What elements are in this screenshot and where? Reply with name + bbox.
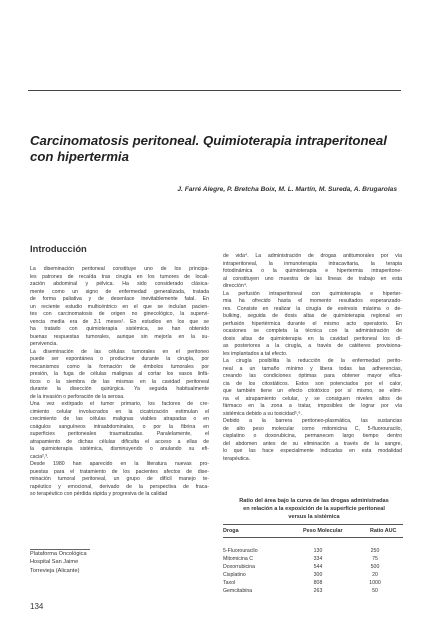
- body-text-line: neal a un tamaño mínimo y libera todas las adherencias,: [223, 365, 402, 372]
- body-text-line: de vida⁴. La administración de drogas antitumorales por vía: [223, 253, 402, 259]
- affiliation-line: Plataforma Oncológica: [30, 551, 87, 557]
- left-column: [30, 266, 209, 499]
- top-rule: [28, 90, 401, 91]
- table-header-drug: Droga: [223, 528, 239, 534]
- table-caption-line: Ratio del área bajo la curva de las drogas administradas: [239, 498, 389, 504]
- table-header-rule: [223, 537, 403, 538]
- table-cell: 130: [313, 548, 323, 554]
- body-text-line: fotodinámica o la quimioterapia e hipertermia intraperitone-: [223, 268, 402, 274]
- body-text-line: cacia²,³.: [30, 453, 49, 460]
- body-text-line: al constituyen uno muestra de las líneas de trabajo en esta: [223, 275, 402, 282]
- table-cell: 263: [313, 588, 323, 594]
- body-text-line: durante la disección quirúrgica. Ya seguida habitualmente: [30, 386, 209, 392]
- body-text-line: fármaco en la zona a tratar, imposibles de lograr por vía: [223, 403, 402, 409]
- table-cell: 250: [370, 548, 380, 554]
- body-text-line: sistémica debido a su toxicidad⁵,⁶.: [223, 410, 302, 417]
- table-cell: Taxol: [223, 580, 236, 586]
- body-text-line: del abdomen antes de su eliminación a través de la sangre,: [223, 440, 402, 447]
- body-text-line: creando las condiciones óptimas para obtener mayor efica-: [223, 373, 402, 379]
- table-top-rule: [223, 524, 403, 525]
- body-text-line: de forma paliativa y de desenlace inevitablemente fatal. En: [30, 296, 209, 302]
- body-text-line: as posteriores a la cirugía, a través de catéteres provisiona-: [223, 343, 402, 349]
- table-cell: 5-Fluorouracilo: [223, 548, 258, 554]
- body-text-line: de alto peso molecular como mitomicina C, 5-fluorouracilo,: [223, 425, 402, 432]
- right-column: [223, 253, 402, 463]
- body-text-line: les patrones de recaída tras cirugía en los tumores de locali-: [30, 273, 209, 280]
- table-cell: 500: [370, 564, 380, 570]
- body-text-line: superficies peritoneales traumatizadas. Paralelamente, el: [30, 431, 209, 437]
- body-text-line: La cirugía posibilita la reducción de la enfermedad perito-: [223, 358, 402, 364]
- body-text-line: atrapamiento de dichas células dificulta el acceso a ellas de: [30, 438, 209, 445]
- page-number: 134: [30, 602, 44, 611]
- body-text-line: les implantados a tal efecto.: [223, 350, 288, 357]
- body-text-line: Debido a la barrera peritoneo-plasmática, las sustancias: [223, 418, 402, 424]
- body-text-line: perfusión hipertérmica durante el mismo acto operatorio. En: [223, 320, 402, 327]
- body-text-line: terapéutica.: [223, 455, 251, 462]
- body-text-line: de la invasión o perforación de la serosa.: [30, 393, 125, 400]
- table-cell: Mitomicina C: [223, 556, 253, 562]
- body-text-line: mia ha ofrecido hasta el momento resultados esperanzado-: [223, 298, 402, 304]
- body-text-line: vencia media era de 3.1 meses¹. En estudios en los que se: [30, 318, 209, 325]
- body-text-line: tes con carcinomatosis de origen no ginecológico, la supervi-: [30, 311, 209, 317]
- table-header-auc-ratio: Ratio AUC: [370, 528, 397, 534]
- body-text-line: Una vez extirpado el tumor primario, los factores de cre-: [30, 401, 209, 407]
- body-text-line: dirección⁴.: [223, 283, 248, 289]
- section-heading: Introducción: [30, 243, 87, 254]
- body-text-line: puestas para el tratamiento de los pacientes afectos de dise-: [30, 468, 209, 475]
- body-text-line: dosis altas de quimioterapia en la cavidad peritoneal los dí-: [223, 335, 402, 342]
- table-cell: Gemcitabina: [223, 588, 253, 594]
- body-text-line: na el atrapamiento celular, y se consiguen niveles altos de: [223, 395, 402, 402]
- title-line: Carcinomatosis peritoneal. Quimioterapia intraperitoneal: [30, 133, 387, 148]
- affiliation-line: Torrevieja (Alicante): [30, 567, 80, 574]
- body-text-line: Desde 1980 han aparecido en la literatura nuevas pro-: [30, 461, 209, 467]
- body-text-line: La diseminación de las células tumorales en el peritoneo: [30, 348, 209, 355]
- table-cell: Cisplatino: [223, 572, 246, 578]
- article-title: [30, 133, 395, 165]
- body-text-line: intraperitoneal, la inmunoterapia intracavitaria, la terapia: [223, 260, 402, 267]
- body-text-line: buenas respuestas tumorales, aunque sin mejoría en la su-: [30, 333, 209, 340]
- table-cell: Doxorrubicina: [223, 564, 256, 570]
- body-text-line: cisplatino o doxorubicina, permanecen largo tiempo dentro: [223, 433, 402, 439]
- table-cell: 75: [372, 556, 378, 562]
- author-list: J. Farré Alegre, P. Bretcha Boix, M. L. Martín, M. Sureda, A. Brugarolas: [177, 186, 397, 193]
- table-cell: 808: [313, 580, 323, 586]
- body-text-line: puede ser espontánea o producirse durante la cirugía, por: [30, 356, 209, 362]
- body-text-line: mecanismos como la formación de émbolos tumorales por: [30, 363, 209, 370]
- body-text-line: rapéutico y emocional, derivado de la perspectiva de fraca-: [30, 483, 209, 490]
- affiliation-line: Hospital San Jaime: [30, 559, 79, 566]
- table-cell: 334: [313, 556, 323, 562]
- body-text-line: res. Consiste en realizar la cirugía de exéresis máxima o de-: [223, 305, 402, 312]
- body-text-line: ticos o la siembra de las mismas en la cavidad peritoneal: [30, 378, 209, 385]
- body-text-line: La diseminación peritoneal constituye uno de los principa-: [30, 266, 209, 272]
- body-text-line: ha tratado con quimioterapia sistémica, se han obtenido: [30, 326, 209, 332]
- body-text-line: pervivencia.: [30, 341, 58, 347]
- body-text-line: que también tiene un efecto citotóxico por sí mismo, se elimi-: [223, 388, 402, 394]
- table-header-molecular-weight: Peso Molecular: [303, 528, 343, 534]
- body-text-line: La perfusión intraperitoneal con quimioterapia e hiperter-: [223, 290, 402, 297]
- table-cell: 544: [313, 564, 323, 570]
- table-cell: 20: [372, 572, 378, 578]
- table-caption-line: en relación a la exposición de la superficie peritoneal: [243, 506, 385, 512]
- body-text-line: crecimiento de las células malignas viables atrapadas o en: [30, 416, 209, 422]
- title-line: con hipertermia: [30, 149, 129, 164]
- body-text-line: cia de los citostáticos. Estos son potenciados por el calor,: [223, 380, 402, 387]
- body-text-line: cimiento celular involucrados en la cicatrización estimulan el: [30, 408, 209, 415]
- table-caption: [225, 497, 403, 521]
- body-text-line: ocasiones se completa la técnica con la administración de: [223, 328, 402, 334]
- table-cell: 1000: [369, 580, 381, 586]
- body-text-line: coágulos sanguíneos intraabdominales, o por la fibrina en: [30, 423, 209, 430]
- body-text-line: zación abdominal y pélvica. Ha sido considerado clásica-: [30, 281, 209, 287]
- table-cell: 50: [372, 588, 378, 594]
- body-text-line: la quimioterapia sistémica, disminuyendo o anulando su efi-: [30, 446, 209, 452]
- body-text-line: un reciente estudio multicéntrico en el que se incluían pacien-: [30, 303, 209, 310]
- body-text-line: mente como un signo de enfermedad generalizada, tratada: [30, 288, 209, 295]
- body-text-line: bulking, seguida de dosis altas de quimioterapia regional en: [223, 313, 402, 319]
- body-text-line: minación tumoral peritoneal, un grupo de difícil manejo te-: [30, 476, 209, 482]
- table-caption-line: versus la sistémica: [288, 514, 340, 520]
- affiliation: [30, 550, 87, 575]
- body-text-line: so terapéutico con pérdida rápida y progresiva de la calidad: [30, 491, 168, 497]
- body-text-line: presión, la fuga de células malignas al cortar los vasos linfá-: [30, 371, 209, 377]
- body-text-line: lo que las hace especialmente indicadas en esta modalidad: [223, 448, 402, 454]
- table-cell: 300: [313, 572, 323, 578]
